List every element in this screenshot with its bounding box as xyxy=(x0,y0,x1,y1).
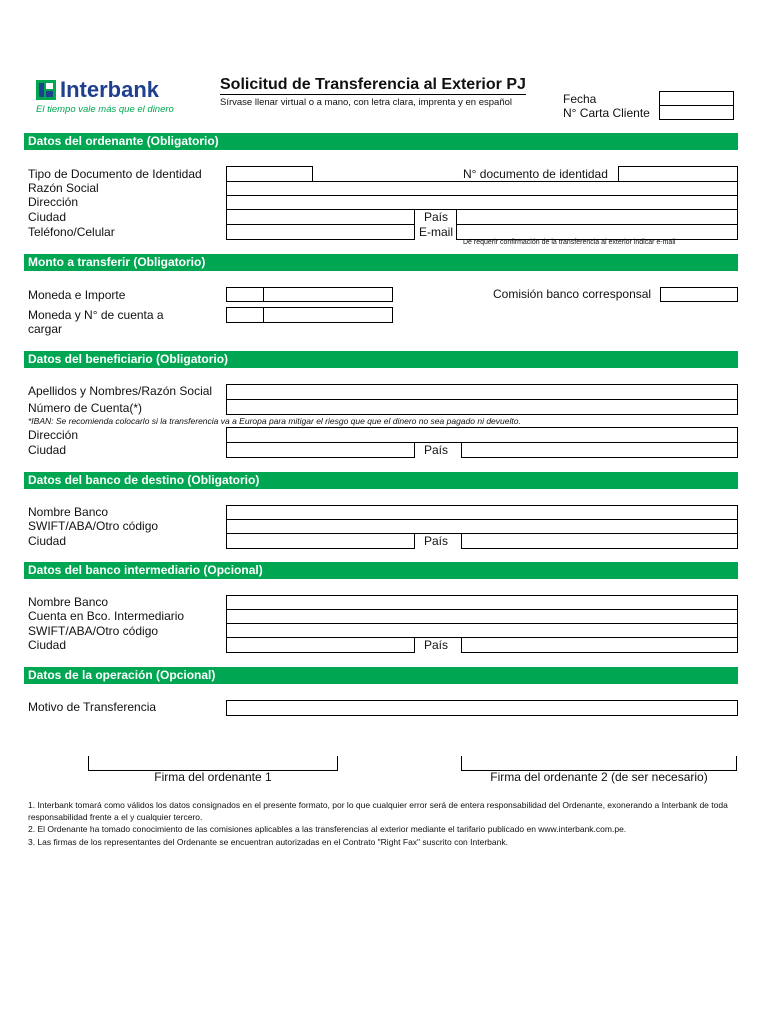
email-note: De requerir confirmación de la transferencia al exterior indicar e-mail xyxy=(463,239,676,246)
benef-nombres-field[interactable] xyxy=(226,384,738,400)
ciudad-label: Ciudad xyxy=(28,210,67,224)
fecha-field[interactable] xyxy=(659,91,734,106)
firma2-label: Firma del ordenante 2 (de ser necesario) xyxy=(490,770,708,784)
section-monto: Monto a transferir (Obligatorio) xyxy=(24,254,738,271)
tipo-doc-label: Tipo de Documento de Identidad xyxy=(28,167,202,181)
motivo-field[interactable] xyxy=(226,700,738,716)
benef-ciudad-field[interactable] xyxy=(226,442,415,458)
direccion-field[interactable] xyxy=(226,195,738,210)
dest-pais-field[interactable] xyxy=(461,533,738,549)
firma2-line[interactable] xyxy=(461,756,737,771)
int-ciudad-label: Ciudad xyxy=(28,638,67,652)
benef-cuenta-field[interactable] xyxy=(226,399,738,415)
carta-label: N° Carta Cliente xyxy=(563,106,650,120)
benef-direccion-label: Dirección xyxy=(28,428,79,442)
dest-pais-label: País xyxy=(424,534,449,548)
benef-pais-label: País xyxy=(424,443,449,457)
footnote-3: 3. Las firmas de los representantes del Ordenante se encuentran autorizadas en el Contrato "Right Fax" suscrito con Interbank. xyxy=(28,837,508,847)
razon-social-field[interactable] xyxy=(226,181,738,196)
razon-social-label: Razón Social xyxy=(28,181,99,195)
pais-label: País xyxy=(424,210,449,224)
dest-ciudad-label: Ciudad xyxy=(28,534,67,548)
interbank-logo-icon xyxy=(36,80,56,100)
moneda-cargo-field[interactable] xyxy=(226,307,264,323)
brand-logo xyxy=(34,76,174,116)
telefono-label: Teléfono/Celular xyxy=(28,225,115,239)
cuenta-cargo-field[interactable] xyxy=(263,307,393,323)
dest-nombre-field[interactable] xyxy=(226,505,738,520)
email-field[interactable] xyxy=(456,224,738,240)
int-nombre-field[interactable] xyxy=(226,595,738,610)
int-cuenta-label: Cuenta en Bco. Intermediario xyxy=(28,609,185,623)
brand-name: Interbank xyxy=(60,77,160,102)
int-pais-field[interactable] xyxy=(461,637,738,653)
moneda-importe-label: Moneda e Importe xyxy=(28,288,126,302)
direccion-label: Dirección xyxy=(28,195,79,209)
num-doc-field[interactable] xyxy=(618,166,738,182)
section-operacion: Datos de la operación (Opcional) xyxy=(24,667,738,684)
moneda-cuenta-label-1: Moneda y N° de cuenta a xyxy=(28,308,164,322)
pais-field[interactable] xyxy=(456,209,738,225)
brand-slogan: El tiempo vale más que el dinero xyxy=(36,104,174,115)
fecha-label: Fecha xyxy=(563,92,597,106)
section-banco-destino: Datos del banco de destino (Obligatorio) xyxy=(24,472,738,489)
comision-field[interactable] xyxy=(660,287,738,302)
section-banco-intermediario: Datos del banco intermediario (Opcional) xyxy=(24,562,738,579)
num-doc-label: N° documento de identidad xyxy=(463,167,608,181)
comision-label: Comisión banco corresponsal xyxy=(493,287,652,301)
dest-swift-field[interactable] xyxy=(226,519,738,534)
telefono-field[interactable] xyxy=(226,224,415,240)
page-subtitle: Sírvase llenar virtual o a mano, con letra clara, imprenta y en español xyxy=(220,97,513,108)
carta-field[interactable] xyxy=(659,105,734,120)
footnote-2: 2. El Ordenante ha tomado conocimiento de las comisiones aplicables a las transferencias al exterior mediante el tarifario publicado en www.interbank.com.pe. xyxy=(28,824,627,834)
motivo-label: Motivo de Transferencia xyxy=(28,700,157,714)
section-ordenante: Datos del ordenante (Obligatorio) xyxy=(24,133,738,150)
importe-field[interactable] xyxy=(263,287,393,302)
moneda-field[interactable] xyxy=(226,287,264,302)
dest-ciudad-field[interactable] xyxy=(226,533,415,549)
section-beneficiario: Datos del beneficiario (Obligatorio) xyxy=(24,351,738,368)
tipo-doc-field[interactable] xyxy=(226,166,313,182)
firma1-line[interactable] xyxy=(88,756,338,771)
int-cuenta-field[interactable] xyxy=(226,609,738,624)
iban-note: *IBAN: Se recomienda colocarlo si la transferencia va a Europa para mitigar el riesgo que que el dinero no sea pagado ni devuelto. xyxy=(28,416,521,426)
email-label: E-mail xyxy=(419,225,454,239)
int-pais-label: País xyxy=(424,638,449,652)
benef-pais-field[interactable] xyxy=(461,442,738,458)
page-title: Solicitud de Transferencia al Exterior PJ xyxy=(220,76,526,93)
footnote-1: 1. Interbank tomará como válidos los datos consignados en el presente formato, por lo que cualquier error será de entera responsabilidad del Ordenante, exonerando a Interbank de toda responsabilidad frente a el y cualquier tercero. xyxy=(28,800,728,822)
benef-nombres-label: Apellidos y Nombres/Razón Social xyxy=(28,384,213,398)
dest-swift-label: SWIFT/ABA/Otro código xyxy=(28,519,159,533)
moneda-cuenta-label-2: cargar xyxy=(28,322,63,336)
dest-nombre-label: Nombre Banco xyxy=(28,505,109,519)
int-swift-field[interactable] xyxy=(226,623,738,638)
benef-ciudad-label: Ciudad xyxy=(28,443,67,457)
ciudad-field[interactable] xyxy=(226,209,415,225)
int-ciudad-field[interactable] xyxy=(226,637,415,653)
int-nombre-label: Nombre Banco xyxy=(28,595,109,609)
firma1-label: Firma del ordenante 1 xyxy=(154,770,272,784)
int-swift-label: SWIFT/ABA/Otro código xyxy=(28,624,159,638)
benef-cuenta-label: Número de Cuenta(*) xyxy=(28,401,143,415)
benef-direccion-field[interactable] xyxy=(226,427,738,443)
